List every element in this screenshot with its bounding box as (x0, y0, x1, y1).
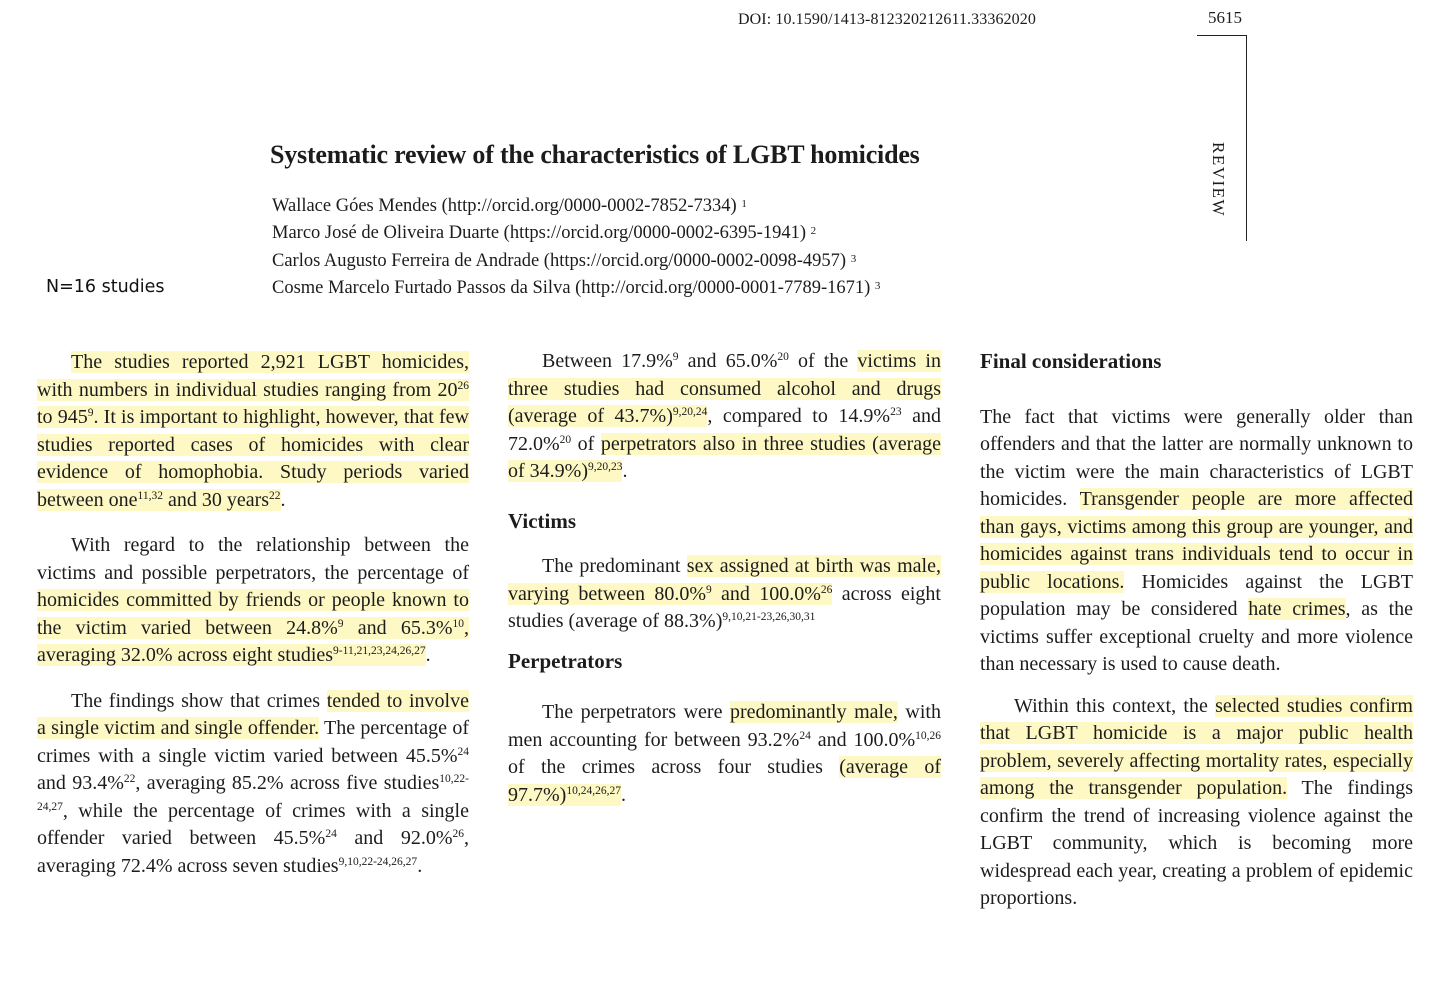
highlight: The studies reported 2,921 LGBT homicides, with numbers in individual studies ranging from $20^{26}$ to $945^9$. It is important to highlight, however, that few studies reported cases of homicides with clear evidence of homophobia. Study periods varied between one$^{11,32}$ and 30 years$^{22}$ (37, 351, 469, 511)
highlight: hate crimes (1248, 598, 1346, 620)
highlight: Transgender people are more affected than gays, victims among this group are younger, and homicides against trans individuals tend to occur in public locations. (980, 488, 1413, 593)
doi: DOI: 10.1590/1413-812320212611.33362020 (738, 11, 1036, 28)
page-number: 5615 (1208, 8, 1242, 27)
highlight: homicides committed by friends or people known to the victim varied between 24.8%$^9$ and 65.3%$^{10}$, averaging 32.0% across eight studies$^{9-11,21,23,24,26,27}$ (37, 589, 469, 666)
paragraph-victims: The predominant sex assigned at birth was male, varying between 80.0%$^9$ and 100.0%$^{26}$ across eight studies (average of 88.3%)$^{9,10,21-23,26,30,31}$ (508, 555, 941, 632)
highlight: perpetrators also in three studies (average of 34.9%)$^{9,20,23}$ (508, 432, 941, 482)
highlight: sex assigned at birth was male, varying between 80.0%$^9$ and 100.0%$^{26}$ (508, 555, 941, 605)
highlight: (average of 97.7%)$^{10,24,26,27}$ (508, 756, 941, 806)
paragraph-perpetrators: The perpetrators were predominantly male, with men accounting for between 93.2%$^{24}$ and 100.0%$^{10,26}$ of the crimes across four studies (average of 97.7%)$^{10,24,26,27}$. (508, 701, 941, 806)
side-rule (1246, 35, 1247, 241)
highlight: victims in three studies had consumed alcohol and drugs (average of 43.7%)$^{9,20,24}$ (508, 350, 941, 427)
paper-title: Systematic review of the characteristics of LGBT homicides (270, 140, 920, 169)
highlight: selected studies confirm that LGBT homicide is a major public health problem, severely affecting mortality rates, especially among the transgender population. (980, 694, 1413, 799)
author: Cosme Marcelo Furtado Passos da Silva (http://orcid.org/0000-0001-7789-1671) $^3$ (272, 277, 881, 298)
highlight: tended to involve a single victim and single offender. (37, 689, 469, 739)
paragraph-summary: The studies reported 2,921 LGBT homicides, with numbers in individual studies ranging from $20^{26}$ to $945^9$. It is important to highlight, however, that few studies reported cases of homicides with clear evidence of homophobia. Study periods varied between one$^{11,32}$ and 30 years$^{22}$. (37, 351, 469, 511)
author: Marco José de Oliveira Duarte (https://orcid.org/0000-0002-6395-1941) $^2$ (272, 223, 817, 244)
author: Wallace Góes Mendes (http://orcid.org/0000-0002-7852-7334) $^1$ (272, 196, 747, 216)
highlight: predominantly male, (729, 701, 898, 723)
cropped-text-fragment (40, 702, 470, 706)
paragraph-findings: The findings show that crimes tended to involve a single victim and single offender. The percentage of crimes with a single victim varied between 45.5%$^{24}$ and 93.4%$^{22}$, averaging 85.2% across five studies$^{10,22-24,27}$, while the percentage of crimes with a single offender varied between 45.5%$^{24}$ and 92.0%$^{26}$, averaging 72.4% across seven studies$^{9,10,22-24,26,27}$. (37, 689, 469, 877)
paragraph-context: Within this context, the selected studies confirm that LGBT homicide is a major public health problem, severely affecting mortality rates, especially among the transgender population. The findings confirm the trend of increasing violence against the LGBT community, which is becoming more widespread each year, creating a problem of epidemic proportions. (980, 694, 1413, 909)
column-right (980, 348, 1413, 927)
column-left (37, 349, 469, 898)
section-label: REVIEW (1209, 142, 1228, 218)
author: Carlos Augusto Ferreira de Andrade (https://orcid.org/0000-0002-0098-4957) $^3$ (272, 250, 857, 271)
section-heading-victims: Victims (508, 508, 577, 533)
author-list (272, 193, 880, 302)
paragraph-conclusions: The fact that victims were generally older than offenders and that the latter are normally unknown to the victim were the main characteristics of LGBT homicides. Transgender people are more affected than gays, victims among this group are younger, and homicides against trans individuals tend to occur in public locations. Homicides against the LGBT population may be considered hate crimes, as the victims suffer exceptional cruelty and more violence than necessary is used to cause death. (980, 405, 1414, 675)
section-heading-final: Final considerations (980, 349, 1162, 373)
paragraph-alcohol: Between 17.9%$^9$ and 65.0%$^{20}$ of the victims in three studies had consumed alcohol and drugs (average of 43.7%)$^{9,20,24}$, compared to 14.9%$^{23}$ and 72.0%$^{20}$ of perpetrators also in three studies (average of 34.9%)$^{9,20,23}$. (508, 350, 941, 482)
section-heading-perpetrators: Perpetrators (508, 648, 623, 673)
paragraph-relationship: With regard to the relationship between the victims and possible perpetrators, the percentage of homicides committed by friends or people known to the victim varied between 24.8%$^9$ and 65.3%$^{10}$, averaging 32.0% across eight studies$^{9-11,21,23,24,26,27}$. (37, 534, 469, 666)
column-middle (508, 348, 941, 827)
header-rule (1197, 35, 1247, 36)
annotation-note: N=16 studies (46, 277, 165, 297)
